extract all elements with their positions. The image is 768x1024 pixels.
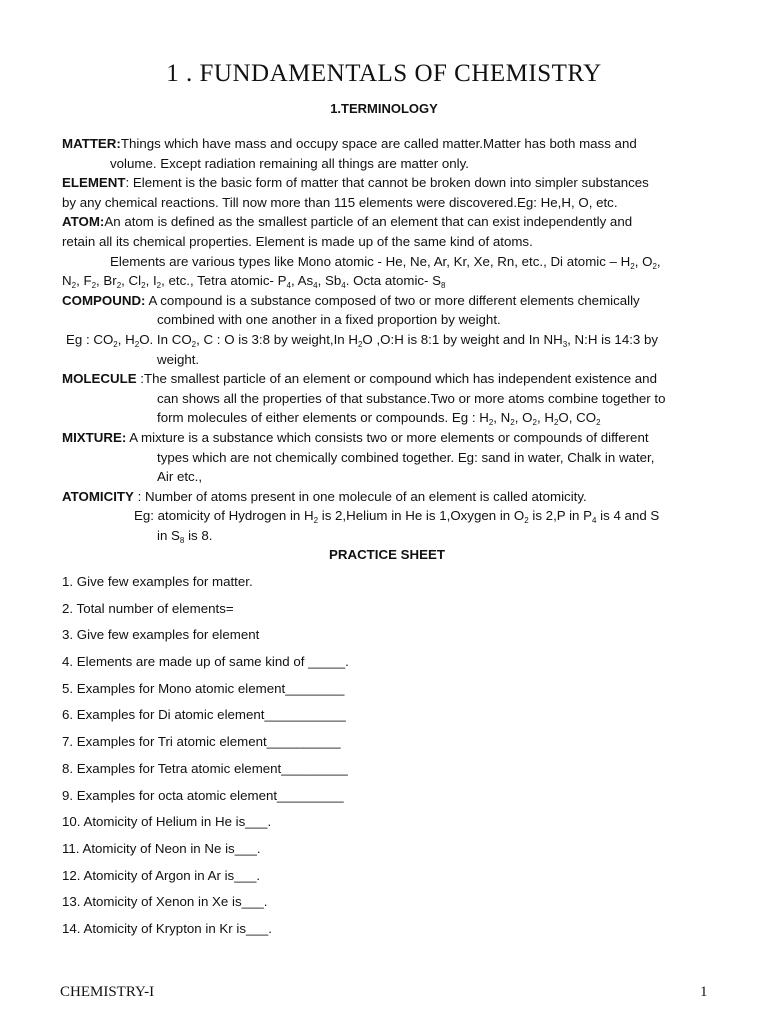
molecule-term: MOLECULE [62,371,137,387]
compound-example-cont: weight. [157,351,200,367]
question-item: 3. Give few examples for element [62,627,260,643]
molecule-definition: MOLECULE :The smallest particle of an element or compound which has independent existence and [62,371,657,387]
question-item: 7. Examples for Tri atomic element__________ [62,734,341,750]
compound-definition-cont: combined with one another in a fixed proportion by weight. [157,312,501,328]
molecule-definition-cont: can shows all the properties of that substance.Two or more atoms combine together to [157,390,666,406]
question-item: 8. Examples for Tetra atomic element_________ [62,760,348,776]
question-item: 1. Give few examples for matter. [62,574,253,589]
section-heading: 1.TERMINOLOGY [330,101,438,116]
question-item: 5. Examples for Mono atomic element________ [62,680,345,696]
footer-subject: CHEMISTRY-I [60,984,155,1000]
question-item: 12. Atomicity of Argon in Ar is___. [62,867,261,883]
practice-questions [62,572,712,946]
element-definition: ELEMENT: Element is the basic form of matter that cannot be broken down into simpler substances [62,175,649,191]
compound-example: Eg : $CO_2$, $H_2O$. In $CO_2$, C : O is 3:8 by weight,In $H_2O$ ,O:H is 8:1 by weight and In $NH_3$, N:H is 14:3 by [66,331,659,349]
practice-sheet-heading: PRACTICE SHEET [329,547,445,563]
question-item: 2. Total number of elements= [62,600,234,616]
atomicity-definition: ATOMICITY : Number of atoms present in one molecule of an element is called atomicity. [62,488,587,504]
question-item: 6. Examples for Di atomic element___________ [62,707,346,723]
terminology-section [62,134,712,565]
compound-definition: COMPOUND: A compound is a substance composed of two or more different elements chemically [62,292,640,308]
element-term: ELEMENT [62,175,126,191]
matter-term: MATTER: [62,136,121,151]
question-item: 13. Atomicity of Xenon in Xe is___. [62,894,268,910]
page-title: 1 . FUNDAMENTALS OF CHEMISTRY [166,60,602,87]
mixture-definition-cont2: Air etc., [157,469,203,485]
matter-definition-cont: volume. Except radiation remaining all things are matter only. [110,155,469,171]
matter-definition: MATTER:Things which have mass and occupy space are called matter.Matter has both mass and [62,136,637,151]
atom-definition: ATOM:An atom is defined as the smallest particle of an element that can exist independently and [62,214,633,230]
mixture-definition: MIXTURE: A mixture is a substance which consists two or more elements or compounds of different [62,429,649,445]
compound-term: COMPOUND: [62,292,146,308]
atomicity-term: ATOMICITY [62,488,134,504]
atom-definition-cont: retain all its chemical properties. Element is made up of the same kind of atoms. [62,233,533,249]
atomicity-example-cont: in $S_8$ is 8. [157,527,213,545]
element-definition-cont: by any chemical reactions. Till now more than 115 elements were discovered.Eg: He,H, O, etc. [62,194,618,210]
question-item: 9. Examples for octa atomic element_________ [62,787,344,803]
atom-types: Elements are various types like Mono atomic - He, Ne, Ar, Kr, Xe, Rn, etc., Di atomic – $H_2$, $O_2$, [110,253,661,271]
molecule-example: form molecules of either elements or compounds. Eg : $H_2$, $N_2$, $O_2$, $H_2O$, $CO_2$ [157,410,601,428]
question-item: 4. Elements are made up of same kind of _____. [62,654,349,670]
question-item: 14. Atomicity of Krypton in Kr is___. [62,920,272,936]
question-item: 10. Atomicity of Helium in He is___. [62,814,272,830]
mixture-definition-cont: types which are not chemically combined together. Eg: sand in water, Chalk in water, [157,449,655,465]
mixture-term: MIXTURE: [62,429,127,445]
question-item: 11. Atomicity of Neon in Ne is___. [62,840,261,856]
atom-types-cont: $N_2$, $F_2$, $Br_2$, $Cl_2$, $I_2$, etc., Tetra atomic- $P_4$, $As_4$, $Sb_4$. Octa atomic- $S_8$ [62,273,446,291]
atomicity-example: Eg: atomicity of Hydrogen in $H_2$ is 2,Helium in He is 1,Oxygen in $O_2$ is 2,P in $P_4$ is 4 and S [134,508,660,526]
atom-term: ATOM: [62,214,105,230]
page-number: 1 [700,984,708,1000]
